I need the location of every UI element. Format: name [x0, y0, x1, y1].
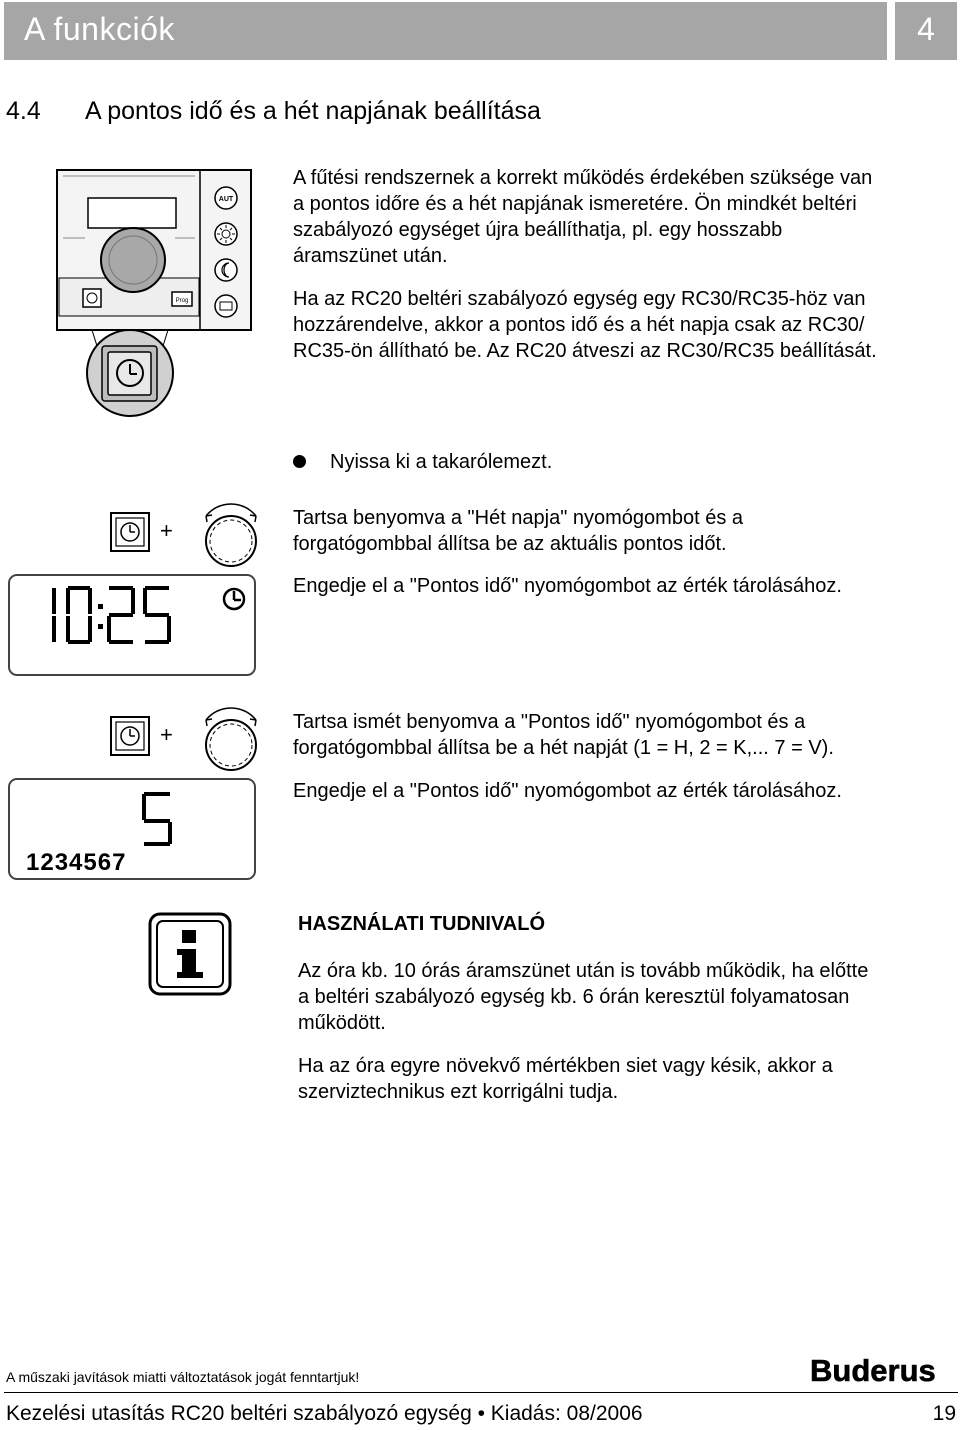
lcd-weekdays: 1234567 — [26, 849, 127, 876]
page-number: 19 — [932, 1402, 956, 1425]
footer-document-info: Kezelési utasítás RC20 beltéri szabályozó egység • Kiadás: 08/2006 — [6, 1402, 643, 1425]
device-clock-button — [83, 289, 101, 307]
step1-clock-button-icon — [110, 512, 150, 552]
bullet-text: Nyissa ki a takarólemezt. — [330, 451, 553, 473]
device-moon-button — [215, 259, 237, 281]
note-heading: HASZNÁLATI TUDNIVALÓ — [298, 913, 546, 935]
intro-paragraph-2: Ha az RC20 beltéri szabályozó egység egy RC30/RC35-höz van hozzárendelve, akkor a pontos idő és a hét napja csak az RC30/ RC35-ön állítható be. Az RC20 átveszi az RC30/RC35 beállítását. — [293, 288, 877, 362]
step2-instruction: Tartsa ismét benyomva a "Pontos idő" nyomógombot és a forgatógombbal állítsa be a hét napját (1 = H, 2 = K,... 7 = V). — [293, 711, 834, 759]
controller-device-illustration — [55, 168, 275, 433]
section-title: A pontos idő és a hét napjának beállítása — [85, 97, 541, 125]
device-holiday-button — [215, 295, 237, 317]
note-paragraph-2: Ha az óra egyre növekvő mértékben siet vagy késik, akkor a szerviztechnikus ezt korrigálni tudja. — [298, 1055, 833, 1103]
lcd-day-value: 5 — [8, 778, 9, 779]
chapter-number: 4 — [917, 11, 935, 47]
buderus-logo — [810, 1351, 960, 1389]
lcd-display-day — [8, 778, 256, 880]
step1-plus: + — [160, 518, 173, 543]
intro-paragraph-1: A fűtési rendszernek a korrekt működés érdekében szüksége van a pontos időre és a hét napjának ismeretére. Ön mindkét beltéri szabályozó egységet újra beállíthatja, pl. egy hosszabb áramszünet után. — [293, 167, 873, 267]
step1-instruction: Tartsa benyomva a "Hét napja" nyomógombot és a forgatógombbal állítsa be az aktuális pontos időt. — [293, 507, 743, 555]
info-icon — [148, 912, 232, 996]
device-rotary-knob — [101, 228, 165, 292]
aut-label: AUT — [218, 196, 234, 203]
chapter-header — [4, 2, 887, 60]
chapter-title: A funkciók — [24, 11, 175, 47]
step2-plus: + — [160, 722, 173, 747]
step2-rotary-knob-icon — [196, 704, 266, 774]
note-paragraph-1: Az óra kb. 10 órás áramszünet után is tovább működik, ha előtte a beltéri szabályozó egység kb. 6 órán keresztül folyamatosan működött. — [298, 960, 869, 1034]
lcd-display-time — [8, 574, 256, 676]
prog-label: Prog — [175, 298, 189, 304]
section-number: 4.4 — [6, 97, 41, 125]
lcd-time-value: 10:25 — [8, 574, 11, 575]
footer-notice: A műszaki javítások miatti változtatások jogát fenntartjuk! — [6, 1369, 360, 1385]
bullet-icon — [293, 455, 306, 468]
chapter-number-box — [895, 2, 957, 60]
svg-text:Buderus: Buderus — [810, 1353, 936, 1388]
step1-release: Engedje el a "Pontos idő" nyomógombot az érték tárolásához. — [293, 575, 842, 597]
step2-clock-button-icon — [110, 716, 150, 756]
step1-rotary-knob-icon — [196, 500, 266, 570]
device-display — [88, 198, 176, 228]
footer-divider — [4, 1392, 958, 1393]
step2-release: Engedje el a "Pontos idő" nyomógombot az érték tárolásához. — [293, 780, 842, 802]
